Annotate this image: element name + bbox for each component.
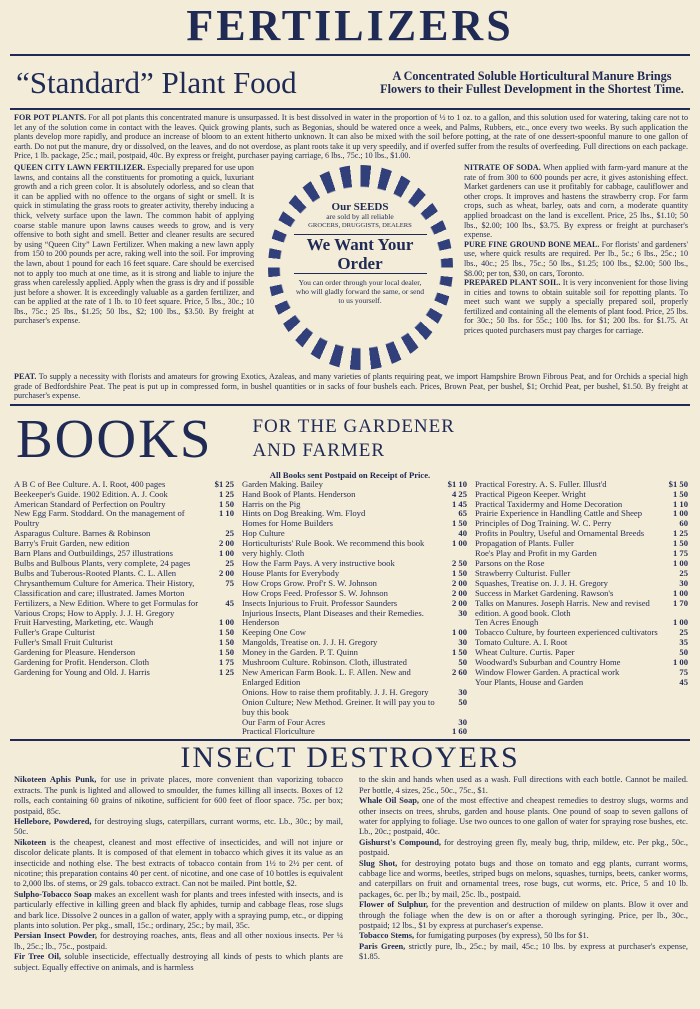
book-price: 1 00: [672, 617, 688, 628]
book-price: 2 50: [451, 558, 467, 568]
book-price: 1 50: [218, 637, 234, 648]
book-price: 25: [225, 528, 234, 539]
book-price: 60: [679, 518, 688, 529]
book-price: 75: [225, 577, 234, 588]
badge-line3: GROCERS, DRUGGISTS, DEALERS: [308, 221, 412, 229]
badge-content: [294, 191, 427, 344]
plant-food-title: “Standard” Plant Food: [16, 65, 297, 100]
book-price: 25: [225, 558, 234, 568]
book-title: Onion Culture; New Method. Greiner. It will pay you to buy this book: [242, 696, 435, 717]
book-price: 1 50: [218, 647, 234, 658]
book-row: [242, 727, 467, 737]
book-row: [242, 609, 467, 629]
book-title: Ten Acres Enough: [475, 617, 539, 628]
book-title: Strawberry Culturist. Fuller: [475, 567, 571, 578]
book-price: 1 00: [218, 548, 234, 559]
book-title: Mushroom Culture. Robinson. Cloth, illustrated: [242, 657, 407, 668]
book-title: Money in the Garden. P. T. Quinn: [242, 647, 358, 658]
book-title: Homes for Home Builders: [242, 518, 333, 529]
book-column-1: [0, 480, 238, 738]
pot-plants-paragraph: [0, 113, 700, 161]
book-title: How the Farm Pays. A very instructive book: [242, 558, 395, 568]
insecticide-name: Fir Tree Oil,: [14, 952, 61, 962]
book-price: 75: [679, 666, 688, 677]
book-row: [14, 668, 234, 678]
book-title: Barn Plans and Outbuildings, 257 illustrations: [14, 548, 173, 559]
book-title: Principles of Dog Training. W. C. Perry: [475, 518, 612, 529]
book-price: $1 10: [447, 478, 467, 489]
book-title: How Crops Feed. Professor S. W. Johnson: [242, 587, 388, 598]
book-price: 2 00: [451, 587, 467, 598]
insecticide-entry: [14, 931, 343, 952]
book-price: 1 50: [672, 538, 688, 549]
insecticide-name: Gishurst's Compound,: [359, 837, 441, 847]
book-price: 2 60: [451, 666, 467, 677]
insecticide-description: for destroying slugs, caterpillars, currant worms, etc. Lb., 30c.; by mail, 50c.: [14, 816, 343, 837]
insecticide-description: strictly pure, lb., 25c.; by mail, 45c.; 10 lbs. by express at purchaser's expense, $1.85.: [359, 941, 689, 962]
plant-soil-paragraph: [464, 278, 688, 336]
fertilizer-columns: [0, 163, 700, 372]
insecticide-name: Nikoteen Aphis Punk,: [14, 775, 97, 785]
book-title: Our Farm of Four Acres: [242, 716, 326, 727]
book-price: 1 75: [218, 657, 234, 668]
book-price: 30: [458, 607, 467, 618]
book-price: 65: [458, 508, 467, 519]
book-title: A B C of Bee Culture. A. I. Root, 400 pages: [14, 478, 166, 489]
book-price: 1 50: [451, 647, 467, 658]
book-title: Bulbs and Bulbous Plants, very complete, 24 pages: [14, 558, 191, 568]
book-price: 1 10: [218, 508, 234, 519]
book-title: Onions. How to raise them profitably. J. J. H. Gregory: [242, 686, 429, 697]
insecticide-name: Nikoteen: [14, 837, 47, 847]
seeds-badge-column: [260, 163, 460, 372]
book-price: 25: [679, 567, 688, 578]
book-title: Gardening for Profit. Henderson. Cloth: [14, 657, 150, 668]
book-title: Prairie Experience in Handling Cattle and Sheep: [475, 508, 643, 519]
book-price: 1 00: [451, 538, 467, 549]
book-title: Injurious Insects, Plant Diseases and their Remedies. Henderson: [242, 607, 424, 628]
badge-line4: You can order through your local dealer, who will gladly forward the same, or send to us yourself.: [295, 277, 425, 305]
book-price: 1 25: [218, 488, 234, 499]
book-title: Hop Culture: [242, 528, 285, 539]
book-price: 1 50: [218, 627, 234, 638]
book-title: Window Flower Garden. A practical work: [475, 666, 620, 677]
book-title: Practical Floriculture: [242, 726, 315, 737]
book-title: Beekeeper's Guide. 1902 Edition. A. J. Cook: [14, 488, 168, 499]
book-title: Gardening for Pleasure. Henderson: [14, 647, 136, 658]
books-header: [0, 406, 700, 470]
insecticide-entry: [359, 838, 688, 859]
insecticide-name: Persian Insect Powder,: [14, 931, 98, 941]
book-price: 50: [458, 657, 467, 668]
bone-meal-heading: PURE FINE GROUND BONE MEAL.: [464, 239, 600, 249]
book-title: Parsons on the Rose: [475, 558, 545, 568]
book-price: 30: [458, 637, 467, 648]
insecticide-name: Hellebore, Powdered,: [14, 816, 92, 826]
book-price: 1 10: [672, 498, 688, 509]
book-row: [475, 599, 688, 619]
book-title: Fuller's Small Fruit Culturist: [14, 637, 113, 648]
book-title: Mangolds, Treatise on. J. J. H. Gregory: [242, 637, 378, 648]
book-title: Your Plants, House and Garden: [475, 676, 584, 687]
book-price: 1 00: [672, 657, 688, 668]
book-title: Tobacco Culture, by fourteen experienced cultivators: [475, 627, 658, 638]
wreath-badge: [268, 165, 453, 370]
insecticide-description: to the skin and hands when used as a wash. Full directions with each bottle. Cannot be mailed. Per bottle, 4 sizes, 25c., 50c., 75c., $1.: [359, 775, 688, 795]
badge-line2: are sold by all reliable: [326, 211, 394, 221]
plant-food-header: [0, 56, 700, 108]
book-title: Practical Forestry. A. S. Fuller. Illust'd: [475, 478, 607, 489]
book-price: 45: [225, 597, 234, 608]
book-price: 1 50: [218, 498, 234, 509]
insect-destroyers-title: INSECT DESTROYERS: [180, 741, 520, 775]
book-price: $1 25: [214, 478, 234, 489]
lawn-heading: QUEEN CITY LAWN FERTILIZER.: [14, 162, 145, 172]
book-title: Horticulturists' Rule Book. We recommend this book very highly. Cloth: [242, 538, 425, 559]
insecticide-name: Flower of Sulphur,: [359, 900, 429, 910]
peat-paragraph: [0, 372, 700, 401]
book-title: Wheat Culture. Curtis. Paper: [475, 647, 575, 658]
book-title: Talks on Manures. Joseph Harris. New and revised edition. A good book. Cloth: [475, 597, 650, 618]
book-price: 1 25: [672, 528, 688, 539]
book-row: [14, 599, 234, 619]
book-title: Woodward's Suburban and Country Home: [475, 657, 621, 668]
book-title: Garden Making. Bailey: [242, 478, 323, 489]
plant-food-subtitle: A Concentrated Soluble Horticultural Manure Brings Flowers to their Fullest Development in the Shortest Time.: [380, 69, 684, 96]
insecticide-entry: [359, 775, 688, 796]
book-title: Propagation of Plants. Fuller: [475, 538, 574, 549]
book-title: Roe's Play and Profit in my Garden: [475, 548, 597, 559]
book-list: [0, 480, 700, 738]
book-title: Barry's Fruit Garden, new edition: [14, 538, 130, 549]
book-title: Chrysanthemum Culture for America. Their History, Classification and care; illustrated. James Morton: [14, 577, 195, 598]
insecticide-entry: [14, 817, 343, 838]
book-title: New American Farm Book. L. F. Allen. New and Enlarged Edition: [242, 666, 411, 687]
pot-plants-heading: FOR POT PLANTS.: [14, 113, 87, 122]
book-title: House Plants for Everybody: [242, 567, 340, 578]
insecticide-description: for destroying roaches, ants, fleas and all other noxious insects. Per ¼ lb., 25c.; lb., 75c., postpaid.: [14, 931, 343, 951]
book-price: 1 00: [672, 508, 688, 519]
book-row: [14, 509, 234, 529]
insecticide-entry: [14, 775, 343, 817]
badge-seeds: Our SEEDS: [331, 200, 389, 213]
books-subtitle: [212, 415, 688, 463]
bone-meal-text: For florists' and gardeners' use, where quick results are required. Per lb., 5c.; 6 lbs., 25c.; 10 lbs., 40c.; 25 lbs., 75c.; 50 lbs., $1.25; 100 lbs., $2.00; 500 lbs., $8.00; per ton, $30, on cars, Toronto.: [464, 239, 688, 278]
books-subtitle-line1: FOR THE GARDENER: [252, 415, 455, 437]
book-price: 4 25: [451, 488, 467, 499]
insecticide-description: for destroying green fly, mealy bug, thrip, mildew, etc. Per pkg., 50c., postpaid.: [359, 837, 688, 858]
book-row: [475, 678, 688, 688]
lawn-fertilizer-column: [0, 163, 260, 372]
book-price: 1 50: [451, 518, 467, 529]
nitrate-text: When applied with farm-yard manure at the rate of from 300 to 600 pounds per acre, it gives astonishing effect. Market gardeners can use it profitably for cabbage, cauliflower and other crops. It improves and hastens the strawberry crop. For farm crops, such as wheat, barley, oats and corn, a moderate quantity applied broadcast on the land is excellent. Price, 25 lbs., $1.10; 50 lbs., $2.00; 100 lbs., $3.75. By express or freight at purchaser's expense.: [464, 162, 688, 240]
book-price: 30: [679, 577, 688, 588]
book-price: 40: [458, 528, 467, 539]
book-column-3: [471, 480, 700, 738]
book-price: 1 00: [218, 617, 234, 628]
insecticide-entry: [359, 796, 688, 838]
insecticide-description: is the cheapest, cleanest and most effective of insecticides, and will not injure or discolor delicate plants. It is composed of that element in tobacco which gives it its value as an insecticide and nothing else. The best extracts of tobacco contain from 1½ to 2½ per cent. of nicotine; this preparation contains 40 per cent. of nicotine, and one case of 10 bottles is equivalent to 2,000 lbs. of stems, or 29 gals. tobacco extract. Can not be mailed. Pint bottle, $2.: [14, 837, 344, 889]
book-column-2: [238, 480, 471, 738]
book-price: 1 50: [672, 488, 688, 499]
insecticide-name: Tobacco Stems,: [359, 931, 415, 941]
book-price: 1 00: [451, 627, 467, 638]
book-price: 1 50: [451, 567, 467, 578]
book-row: [14, 579, 234, 599]
book-price: 30: [458, 716, 467, 727]
insecticide-description: soluble insecticide, effectually destroying all kinds of pests to which plants are subject. Equally effective on animals, and is harmless: [14, 952, 343, 972]
insecticide-name: Whale Oil Soap,: [359, 796, 420, 806]
book-price: 1 45: [451, 498, 467, 509]
book-title: Asparagus Culture. Barnes & Robinson: [14, 528, 151, 539]
book-price: 2 00: [451, 597, 467, 608]
book-price: 1 75: [672, 548, 688, 559]
page-title: FERTILIZERS: [186, 1, 514, 50]
book-price: 2 00: [218, 538, 234, 549]
book-price: 1 00: [672, 558, 688, 568]
book-title: American Standard of Perfection on Poultry: [14, 498, 166, 509]
insecticide-entry: [359, 859, 688, 901]
book-price: 1 70: [672, 597, 688, 608]
book-price: 25: [679, 627, 688, 638]
book-title: Squashes, Treatise on. J. J. H. Gregory: [475, 577, 608, 588]
insect-column-right: [351, 775, 700, 973]
lawn-text: Especially prepared for use upon lawns, and contains all the constituents for promoting a quick, luxuriant growth and a rich green color. It is absolutely odorless, and so clean that it can be applied with no offence to the organs of sight or smell. It is quick in stimulating the grass roots to greater activity, thereby inducing a thick, velvety surface upon the lawn. The common habit of applying coarse stable manure upon lawns causes weeds to grow, and is very offensive to both sight and smell. Better and cleaner results are secured by using “Queen City” Lawn Fertilizer. When making a new lawn apply from 150 to 200 pounds per acre, raking well into the soil. For improving the lawn, about 1 pound for each 16 feet square. Care should be exercised not to apply too much at one time, as it is strong and liable to injure the grass when carelessly applied. Apply when the grass is dry and if possible just before a shower. It is exceedingly valuable as a garden fertilizer, and can be applied at the rate of 1 lb. to 10 feet square. Price, 5 lbs., 30c.; 10 lbs., 75c.; 25 lbs., $1.25; 50 lbs., $2; 100 lbs., $3.50. By freight at purchaser's expense.: [14, 162, 254, 326]
book-title: Keeping One Cow: [242, 627, 306, 638]
book-title: Tomato Culture. A. I. Root: [475, 637, 568, 648]
book-row: [242, 539, 467, 559]
divider: [10, 108, 690, 110]
book-title: Practical Pigeon Keeper. Wright: [475, 488, 586, 499]
badge-want-order: We Want Your Order: [294, 234, 427, 274]
book-title: Hand Book of Plants. Henderson: [242, 488, 356, 499]
book-title: Fuller's Grape Culturist: [14, 627, 95, 638]
insecticide-entry: [14, 838, 343, 890]
insecticide-entry: [359, 900, 688, 931]
book-price: 1 25: [218, 666, 234, 677]
book-price: 50: [458, 696, 467, 707]
insecticide-entry: [14, 890, 343, 932]
book-title: Hints on Dog Breaking. Wm. Floyd: [242, 508, 366, 519]
book-row: [242, 698, 467, 718]
book-price: 35: [679, 637, 688, 648]
peat-text: To supply a necessity with florists and amateurs for growing Exotics, Azaleas, and many varieties of plants requiring peat, we import Hampshire Brown Fibrous Peat, and for Orchids a special high grade of Bedfordshire Peat. The peat is put up in compressed form, in bushel quantities or in sacks of four bushels each. Prices, Brown Peat, per bushel, $1; Orchid Peat, per bushel, $1.50. By freight at purchaser's expense.: [14, 371, 688, 401]
book-row: [242, 668, 467, 688]
book-price: $1 50: [668, 478, 688, 489]
insecticide-description: for destroying potato bugs and those on tomato and egg plants, currant worms, cabbage lice and worms, beetles, striped bugs on melons, squashes, turnips, beets, canker worms, and caterpillars on fruit and ornamental trees, rose bugs, cut worms, etc. Price, 5 and 10 lb. packages, 6c. per lb.; by mail, 25c. lb., postpaid.: [359, 858, 688, 899]
book-title: Harris on the Pig: [242, 498, 301, 509]
book-title: Fertilizers, a New Edition. Where to get Formulas for Various Crops; How to Apply. J. J. H. Gregory: [14, 597, 199, 618]
book-title: Bulbs and Tuberous-Rooted Plants. C. L. Allen: [14, 567, 177, 578]
insecticide-description: for use in private places, more convenient than vaporizing tobacco extracts. The punk is lighted and allowed to smoulder, the fumes killing all insects. Boxes of 12 rolls, each containing 60 grains of nikotine, sufficient for 600 feet of floor space. 75c. per box; postpaid, 85c.: [14, 775, 343, 816]
plant-soil-text: It is very inconvenient for those living in cities and towns to obtain suitable soil for repotting plants. To meet such want we supply a specially prepared soil, properly fertilized and containing all the elements of plant food. Price, 25 lbs. for 30c.; 50 lbs. for 55c.; 100 lbs. for $1; 200 lbs. for $1.75. At prices quoted purchasers must pay charges for carriage.: [464, 278, 688, 336]
nitrate-paragraph: [464, 163, 688, 240]
book-title: Success in Market Gardening. Rawson's: [475, 587, 614, 598]
insecticide-name: Sulpho-Tobacco Soap: [14, 889, 92, 899]
book-title: Insects Injurious to Fruit. Professor Saunders: [242, 597, 398, 608]
books-notice: All Books sent Postpaid on Receipt of Price.: [269, 469, 431, 480]
book-title: Practical Taxidermy and Home Decoration: [475, 498, 623, 509]
book-price: 50: [679, 647, 688, 658]
insecticide-entry: [14, 952, 343, 973]
insecticide-entry: [359, 942, 688, 963]
plant-soil-heading: PREPARED PLANT SOIL.: [464, 278, 561, 288]
book-price: 2 00: [218, 567, 234, 578]
right-fertilizer-column: [460, 163, 700, 372]
book-price: 1 60: [451, 726, 467, 737]
books-title: BOOKS: [16, 408, 213, 470]
insect-columns: [0, 775, 700, 973]
insect-column-left: [0, 775, 351, 973]
book-title: Gardening for Young and Old. J. Harris: [14, 666, 150, 677]
insecticide-description: one of the most effective and cheapest remedies to destroy slugs, worms and other insects on trees, shrubs, garden and house plants. One pound of soap to seven gallons of water for applying to foliage. Use two ounces to one gallon of water for spraying rose bushes, etc. Lb., 20c.; postpaid, 40c.: [359, 796, 689, 837]
book-title: How Crops Grow. Prof'r S. W. Johnson: [242, 577, 377, 588]
book-price: 1 00: [672, 587, 688, 598]
book-price: 30: [458, 686, 467, 697]
insecticide-description: for the prevention and destruction of mildew on plants. Blow it over and through the foliage when the dew is on or after a thorough syringing. Price, per lb., 30c., postpaid; 12 lbs., $1 by express at purchaser's expense.: [359, 900, 688, 930]
insecticide-entry: [359, 931, 688, 941]
book-price: 45: [679, 676, 688, 687]
nitrate-heading: NITRATE OF SODA.: [464, 162, 541, 172]
insecticide-name: Paris Green,: [359, 941, 406, 951]
pot-plants-text: For all pot plants this concentrated manure is unsurpassed. It is best dissolved in water in the proportion of ½ to 1 oz. to a gallon, and this solution used for watering, taking care not to let any of the solution come in contact with the leaves. Quick growing plants, such as Begonias, should be watered once a week, and Palms, Rubbers, etc., once every two weeks. By such application the plants develop more rapidly, and produce an increase of bloom to an extent hitherto unknown. It can also be mixed with the soil before potting, at the rate of one dessert-spoonful manure to one gallon of earth. Do not put the manure, dry or dissolved, on the leaves, and do not overdose, as plant roots take it up very speedily, and if overfed suffer from the results of overfeeding. Full directions on each package. Price, 1 lb. package, 25c.; mail, postpaid, 40c. By express or freight, purchaser paying carriage, 6 lbs., 75c.; 10 lbs., $1.00.: [14, 113, 688, 161]
books-subtitle-line2: AND FARMER: [252, 439, 386, 461]
peat-heading: PEAT.: [14, 371, 37, 381]
insecticide-description: makes an excellent wash for plants and trees infested with insects, and is particularly effective in killing green and black fly aphides, turnip and cabbage fleas, rose slugs and bark lice. Dissolve 2 ounces in a gallon of water, apply with a spraying pump, etc., or dipping plants into solution. Per pkg., small, 15c.; ordinary, 25c.; by mail, 35c.: [14, 889, 343, 930]
book-title: Profits in Poultry, Useful and Ornamental Breeds: [475, 528, 645, 539]
book-title: New Egg Farm. Stoddard. On the management of Poultry: [14, 508, 185, 529]
insecticide-name: Slug Shot,: [359, 858, 398, 868]
insecticide-description: for fumigating purposes (by express), 50 lbs for $1.: [416, 931, 589, 941]
book-price: 2 00: [451, 577, 467, 588]
bone-meal-paragraph: [464, 240, 688, 278]
book-title: Fruit Harvesting, Marketing, etc. Waugh: [14, 617, 154, 628]
